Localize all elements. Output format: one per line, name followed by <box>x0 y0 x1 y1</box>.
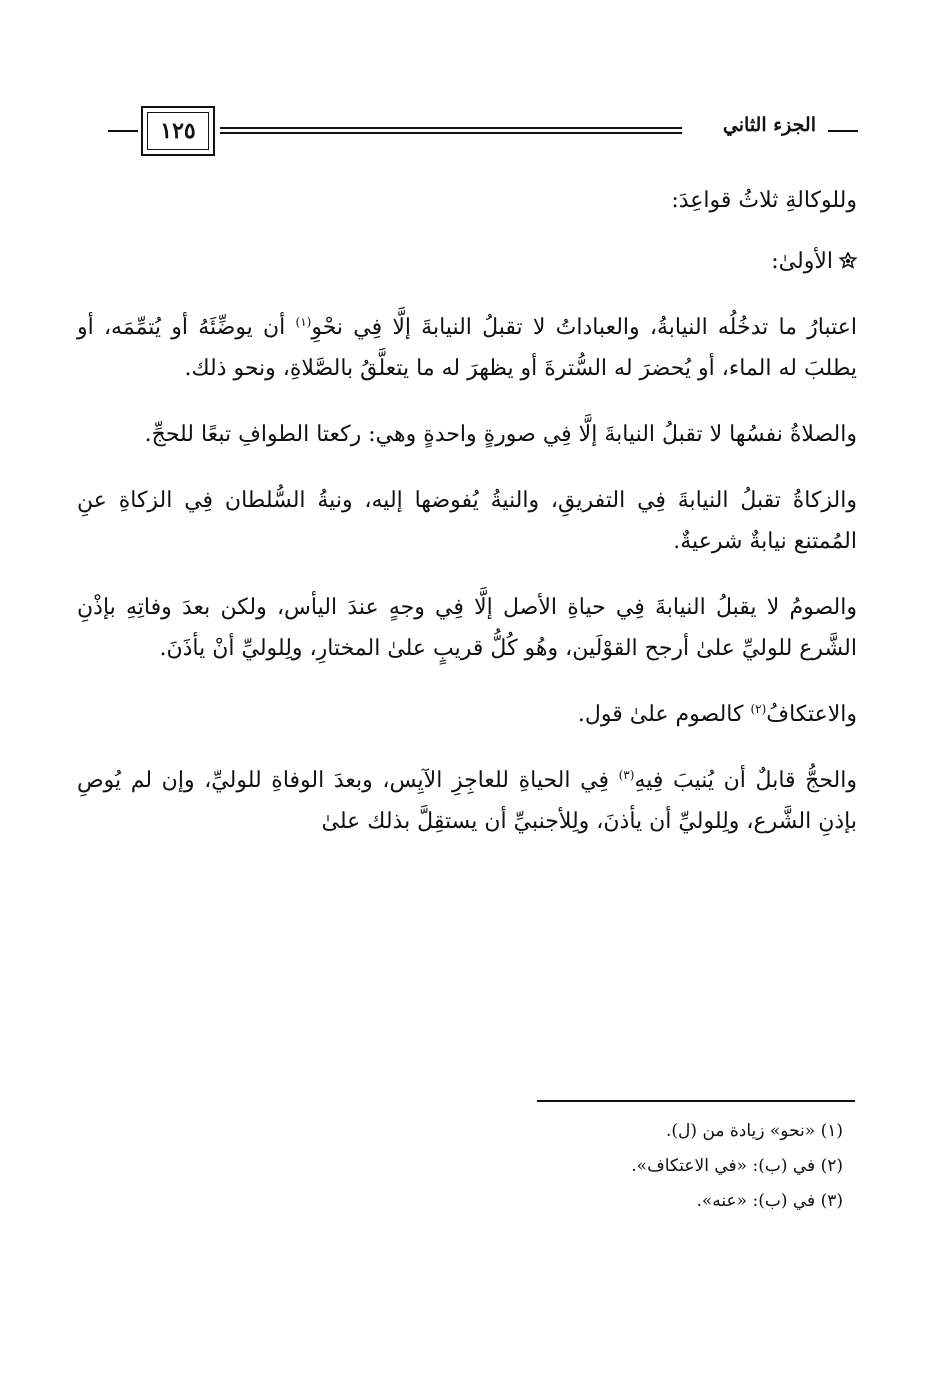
part-title: الجزء الثاني <box>722 114 816 136</box>
paragraph-6-text-a: والحجُّ قابلٌ أن يُنيبَ فِيهِ <box>634 768 857 793</box>
paragraph-3: والزكاةُ تقبلُ النيابةَ فِي التفريقِ، والنيةُ يُفوضها إليه، ونيةُ السُّلطان فِي الزكاةِ عنِ المُمتنع نيابةٌ شرعيةٌ. <box>77 488 857 554</box>
paragraph-6-text-b: فِي الحياةِ للعاجِزِ الآيِس، وبعدَ الوفاةِ للوليِّ، وإن لم يُوصِ بإذنِ الشَّرع، ولِلوليِّ أن يأذنَ، ولِلأجنبيِّ أن يستقِلَّ بذلك علىٰ <box>77 768 857 834</box>
section-heading: وللوكالةِ ثلاثُ قواعِدَ: <box>671 188 857 213</box>
footnote-ref-1: (١) <box>295 315 312 329</box>
page-number: ١٢٥ <box>147 112 209 150</box>
paragraph-1-text-a: اعتبارُ ما تدخُلُه النيابةُ، والعباداتُ لا تقبلُ النيابةَ إلَّا فِي نحْوِ <box>311 315 857 340</box>
rule-subheading <box>77 241 857 282</box>
body-text <box>77 180 857 842</box>
footnote-3: (٣) في (ب): «عنه». <box>696 1191 843 1211</box>
header-double-rule-top <box>220 127 682 129</box>
header-rule-right <box>828 130 858 132</box>
paragraph-5 <box>77 694 857 735</box>
subheading-text: الأولىٰ: <box>771 249 833 274</box>
paragraph-1 <box>77 307 857 389</box>
star-ornament-icon <box>839 252 857 270</box>
paragraph-6 <box>77 760 857 842</box>
footnote-ref-3: (٣) <box>618 768 635 782</box>
footnote-ref-2: (٢) <box>750 702 767 716</box>
paragraph-1-text-b: أن يوضِّئَهُ أو يُتمِّمَه، أو يطلبَ له الماء، أو يُحضرَ له السُّترةَ أو يظهرَ له ما يتعلَّقُ بالصَّلاةِ، ونحو ذلك. <box>77 315 857 381</box>
footnote-1: (١) «نحو» زيادة من (ل). <box>666 1121 843 1141</box>
paragraph-2: والصلاةُ نفسُها لا تقبلُ النيابةَ إلَّا فِي صورةٍ واحدةٍ وهي: ركعتا الطوافِ تبعًا للحجِّ. <box>144 422 857 447</box>
header-double-rule-bottom <box>220 132 682 134</box>
footnote-2: (٢) في (ب): «في الاعتكاف». <box>631 1156 843 1176</box>
page-number-box <box>141 106 215 156</box>
footnote-separator <box>537 1100 855 1102</box>
paragraph-5-text-a: والاعتكافُ <box>766 702 857 727</box>
paragraph-4: والصومُ لا يقبلُ النيابةَ فِي حياةِ الأصل إلَّا فِي وجهٍ عندَ اليأس، ولكن بعدَ وفاتِهِ بإذْنِ الشَّرع للوليِّ علىٰ أرجح القوْلَين، وهُو كُلُّ قريبٍ علىٰ المختارِ، ولِلوليِّ أنْ يأذَنَ. <box>77 595 857 661</box>
page-header <box>108 100 858 160</box>
footnotes <box>343 1114 843 1219</box>
paragraph-5-text-b: كالصوم علىٰ قول. <box>577 702 751 727</box>
header-rule-left <box>108 130 138 132</box>
